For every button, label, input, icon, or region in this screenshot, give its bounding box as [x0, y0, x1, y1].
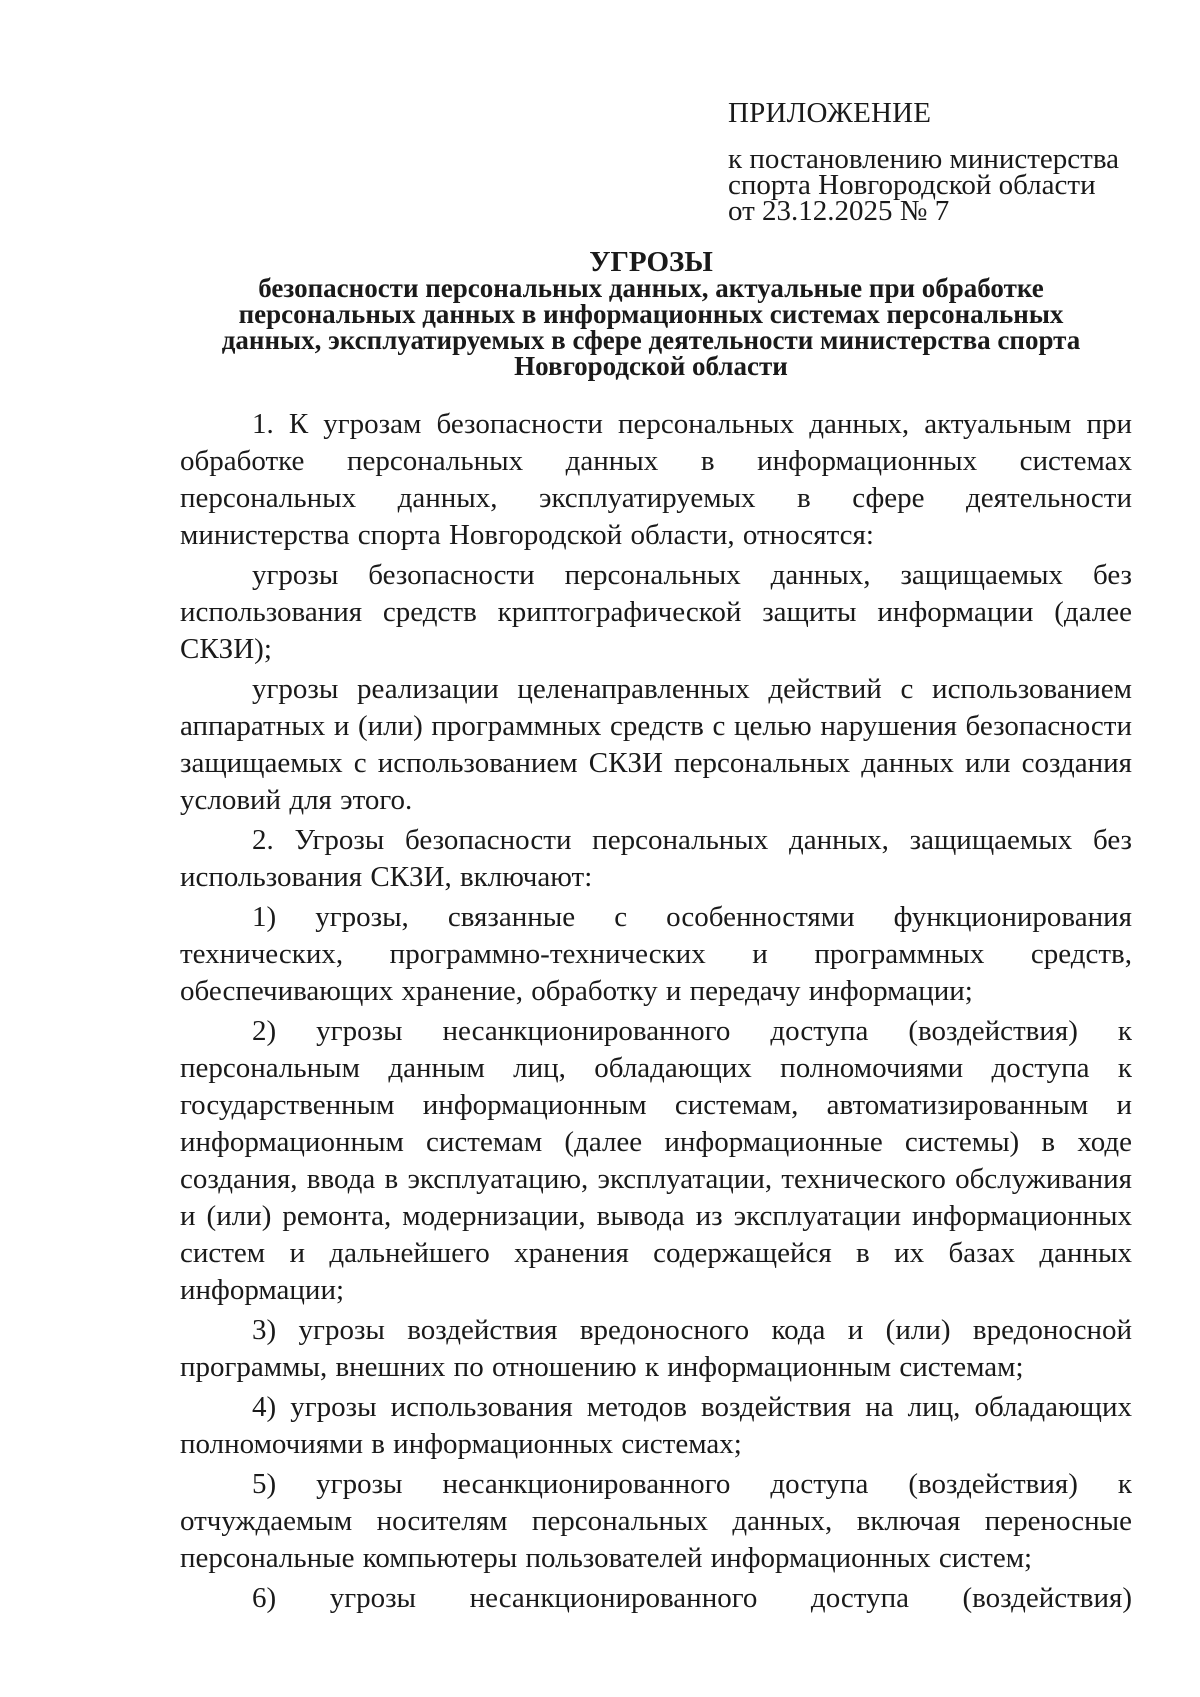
paragraph-9: 5) угрозы несанкционированного доступа (воздействия) к отчуждаемым носителям персональных данных, включая переносные персональные компьютеры пользователей информационных систем;	[180, 1468, 1132, 1574]
subtitle-line-2: персональных данных в информационных системах персональных	[238, 299, 1064, 329]
appendix-block	[728, 97, 1158, 227]
subtitle-line-4: Новгородской области	[514, 351, 788, 381]
paragraph-2: угрозы безопасности персональных данных, защищаемых без использования средств криптографической защиты информации (далее СКЗИ);	[180, 559, 1132, 665]
paragraph-5: 1) угрозы, связанные с особенностями функционирования технических, программно-технических и программных средств, обеспечивающих хранение, обработку и передачу информации;	[180, 901, 1132, 1007]
appendix-line-2: спорта Новгородской области	[728, 169, 1096, 201]
paragraph-10: 6) угрозы несанкционированного доступа (воздействия)	[252, 1582, 1132, 1614]
document-body	[180, 406, 1132, 1620]
subtitle-line-3: данных, эксплуатируемых в сфере деятельности министерства спорта	[221, 325, 1081, 355]
paragraph-7: 3) угрозы воздействия вредоносного кода и (или) вредоносной программы, внешних по отношению к информационным системам;	[180, 1314, 1132, 1383]
appendix-title: ПРИЛОЖЕНИЕ	[728, 97, 932, 129]
paragraph-3: угрозы реализации целенаправленных действий с использованием аппаратных и (или) программных средств с целью нарушения безопасности защищаемых с использованием СКЗИ персональных данных или создания условий для этого.	[180, 673, 1132, 816]
paragraph-8: 4) угрозы использования методов воздействия на лиц, обладающих полномочиями в информационных системах;	[180, 1391, 1132, 1460]
paragraph-6: 2) угрозы несанкционированного доступа (воздействия) к персональным данным лиц, обладающих полномочиями доступа к государственным информационным системам, автоматизированным и информационным системам (далее информационные системы) в ходе создания, ввода в эксплуатацию, эксплуатации, технического обслуживания и (или) ремонта, модернизации, вывода из эксплуатации информационных систем и дальнейшего хранения содержащейся в их базах данных информации;	[180, 1015, 1132, 1306]
document-heading	[175, 246, 1127, 381]
subtitle-line-1: безопасности персональных данных, актуальные при обработке	[258, 273, 1044, 303]
appendix-line-3: от 23.12.2025 № 7	[728, 195, 950, 227]
paragraph-1: 1. К угрозам безопасности персональных данных, актуальным при обработке персональных данных в информационных системах персональных данных, эксплуатируемых в сфере деятельности министерства спорта Новгородской области, относятся:	[180, 408, 1132, 551]
appendix-line-1: к постановлению министерства	[728, 143, 1120, 175]
document-title: УГРОЗЫ	[589, 246, 713, 278]
paragraph-4: 2. Угрозы безопасности персональных данных, защищаемых без использования СКЗИ, включают:	[180, 824, 1132, 893]
